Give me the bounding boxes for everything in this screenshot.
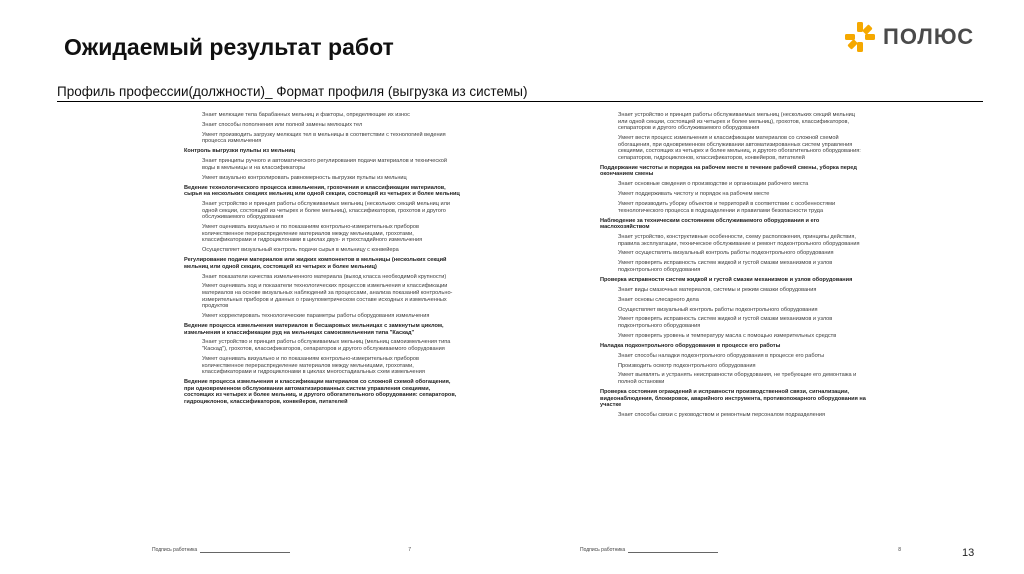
section-heading: Проверка исправности систем жидкой и густой смазки механизмов и узлов оборудования [600,276,853,283]
competency-item: Знает принципы ручного и автоматического регулирования подачи материалов и технической воды в мельницы и на классификаторы [202,158,447,171]
competency-item: Осуществляет визуальный контроль работы подконтрольного оборудования [618,306,818,313]
competency-item: Производить осмотр подконтрольного оборудования [618,362,756,369]
signature-label: Подпись работника [580,547,626,553]
logo-text: ПОЛЮС [883,24,975,49]
competency-item: Умеет оценивать визуально и по показаниям контрольно-измерительных приборов количественное перераспределение материалов между мельницами, грохотами, классификаторами и гидроциклонами в циклах многостадиальных схем измельчения [202,355,425,376]
competency-item: Знает способы связи с руководством и ремонтным персоналом подразделения [618,412,826,419]
competency-item: Умеет вести процесс измельчения и классификации материалов со сложной схемой обогащения, при одновременном обслуживании автоматизированных систем управления секциями, состоящих из четырех и более мельниц, и другого обогатительного оборудования: сепараторов, гидроциклонов, классификаторов, конвейеров, питателей [618,135,861,161]
competency-item: Умеет корректировать технологические параметры работы оборудования измельчения [202,313,430,320]
company-logo [843,20,974,54]
competency-item: Умеет оценивать ход и показатели технологических процессов измельчения и классификации материалов на основе визуальных наблюдений за процессами, анализа показаний контрольно-измерительных приборов и данных о гранулометрическом составе исходных и измельченных продуктов [202,283,453,310]
competency-item: Знает устройство, конструктивные особенности, схему расположения, принципы действия, правила эксплуатации, техническое обслуживание и ремонт подконтрольного оборудования [618,233,860,247]
competency-item: Знает основные сведения о производстве и организации рабочего места [618,181,809,188]
competency-item: Умеет выявлять и устранять неисправности оборудования, не требующие его демонтажа и полной остановки [618,372,857,386]
competency-item: Знает показатели качества измельченного материала (выход класса необходимой крупности) [202,273,447,280]
section-heading: Ведение процесса измельчения материалов в бесшаровых мельницах с замкнутым циклом, измельчения и классификации руд на мельницах самоизмельчения типа "Каскад" [184,323,444,336]
left-profile-page [184,112,460,409]
competency-item: Умеет производить уборку объектов и территорий в соответствии с особенностями технологического процесса в подразделении и правилами безопасности труда [618,201,836,214]
competency-item: Умеет осуществлять визуальный контроль работы подконтрольного оборудования [618,250,834,257]
competency-item: Знает способы наладки подконтрольного оборудования в процессе его работы [618,352,825,359]
page-number: 8 [898,547,901,553]
section-heading: Поддержание чистоты и порядка на рабочем месте в течение рабочей смены, уборка перед окончанием смены [600,164,857,178]
right-profile-page [600,112,866,422]
competency-item: Знает основы слесарного дела [618,296,699,303]
signature-line [200,547,290,553]
competency-item: Умеет оценивать визуально и по показаниям контрольно-измерительных приборов количественное перераспределение материалов между мельницами, грохотами, классификаторами и гидроциклонами в циклах двух- и трехстадийного измельчения [202,224,423,244]
subtitle: Профиль профессии(должности)_ Формат профиля (выгрузка из системы) [57,84,528,99]
right-signature [580,547,901,553]
section-heading: Наблюдение за техническим состоянием обслуживаемого оборудования и его маслохозяйством [600,217,820,231]
competency-item: Умеет визуально контролировать равномерность выгрузки пульпы из мельниц [202,174,407,181]
competency-item: Знает виды смазочных материалов, системы и режим смазки оборудования [618,286,817,293]
section-heading: Регулирование подачи материалов или жидких компонентов в мельницы (нескольких секций мельниц или одной секции, состоящей из четырех и более мельниц) [184,257,447,270]
competency-item: Умеет проверять исправность систем жидкой и густой смазки механизмов и узлов подконтрольного оборудования [618,316,833,329]
divider [57,101,983,102]
page-number: 7 [408,547,411,553]
competency-item: Знает способы пополнения или полной замены мелющих тел [202,121,363,128]
competency-item: Знает устройство и принцип работы обслуживаемых мельниц (нескольких секций мельниц или одной секции, состоящей из четырех и более мельниц), грохотов, классификаторов, сепараторов и другого обслуживаемого оборудования [618,112,855,132]
slide-number: 13 [962,547,975,559]
left-signature [152,547,411,553]
competency-item: Умеет проверять уровень и температуру масла с помощью измерительных средств [618,332,837,339]
competency-item: Знает устройство и принцип работы обслуживаемых мельниц (мельниц самоизмельчения типа "Каскад"), грохотов, классификаторов, сепараторов и другого обслуживаемого оборудования [202,339,451,353]
section-heading: Контроль выгрузки пульпы из мельниц [184,148,296,155]
competency-item: Умеет проверять исправность систем жидкой и густой смазки механизмов и узлов подконтрольного оборудования [618,260,833,273]
competency-item: Умеет поддерживать чистоту и порядок на рабочем месте [618,191,770,198]
signature-label: Подпись работника [152,547,198,553]
section-heading: Ведение технологического процесса измельчения, грохочения и классификации материалов, сырья на нескольких секциях мельниц или одной секции, состоящей из четырех и более мельниц [184,184,460,198]
section-heading: Наладка подконтрольного оборудования в процессе его работы [600,342,781,349]
competency-item: Умеет производить загрузку мелющих тел в мельницы в соответствии с технологией ведения процесса измельчения [202,131,446,145]
section-heading: Ведение процесса измельчения и классификации материалов со сложной схемой обогащения, при одновременном обслуживании автоматизированных систем управления секциями, состоящих из четырех и более мельниц, и другого обогатительного оборудования: сепараторов, гидроциклонов, классификаторов, конвейеров, питателей [184,379,457,405]
competency-item: Осуществляет визуальный контроль подачи сырья в мельницу с конвейера [202,247,399,254]
competency-item: Знает устройство и принцип работы обслуживаемых мельниц (нескольких секций мельниц или одной секции, состоящей из четырех и более мельниц), классификаторов, грохотов и другого обслуживаемого оборудования [202,201,451,221]
page-title: Ожидаемый результат работ [64,34,394,60]
competency-item: Знает мелющие тела барабанных мельниц и факторы, определяющие их износ [202,112,410,118]
signature-line [628,547,718,553]
section-heading: Проверка состояния ограждений и исправности производственной связи, сигнализации, видеонаблюдения, блокировок, аварийного инструмента, противопожарного оборудования на участке [600,388,866,409]
polyus-star-icon [843,20,877,54]
